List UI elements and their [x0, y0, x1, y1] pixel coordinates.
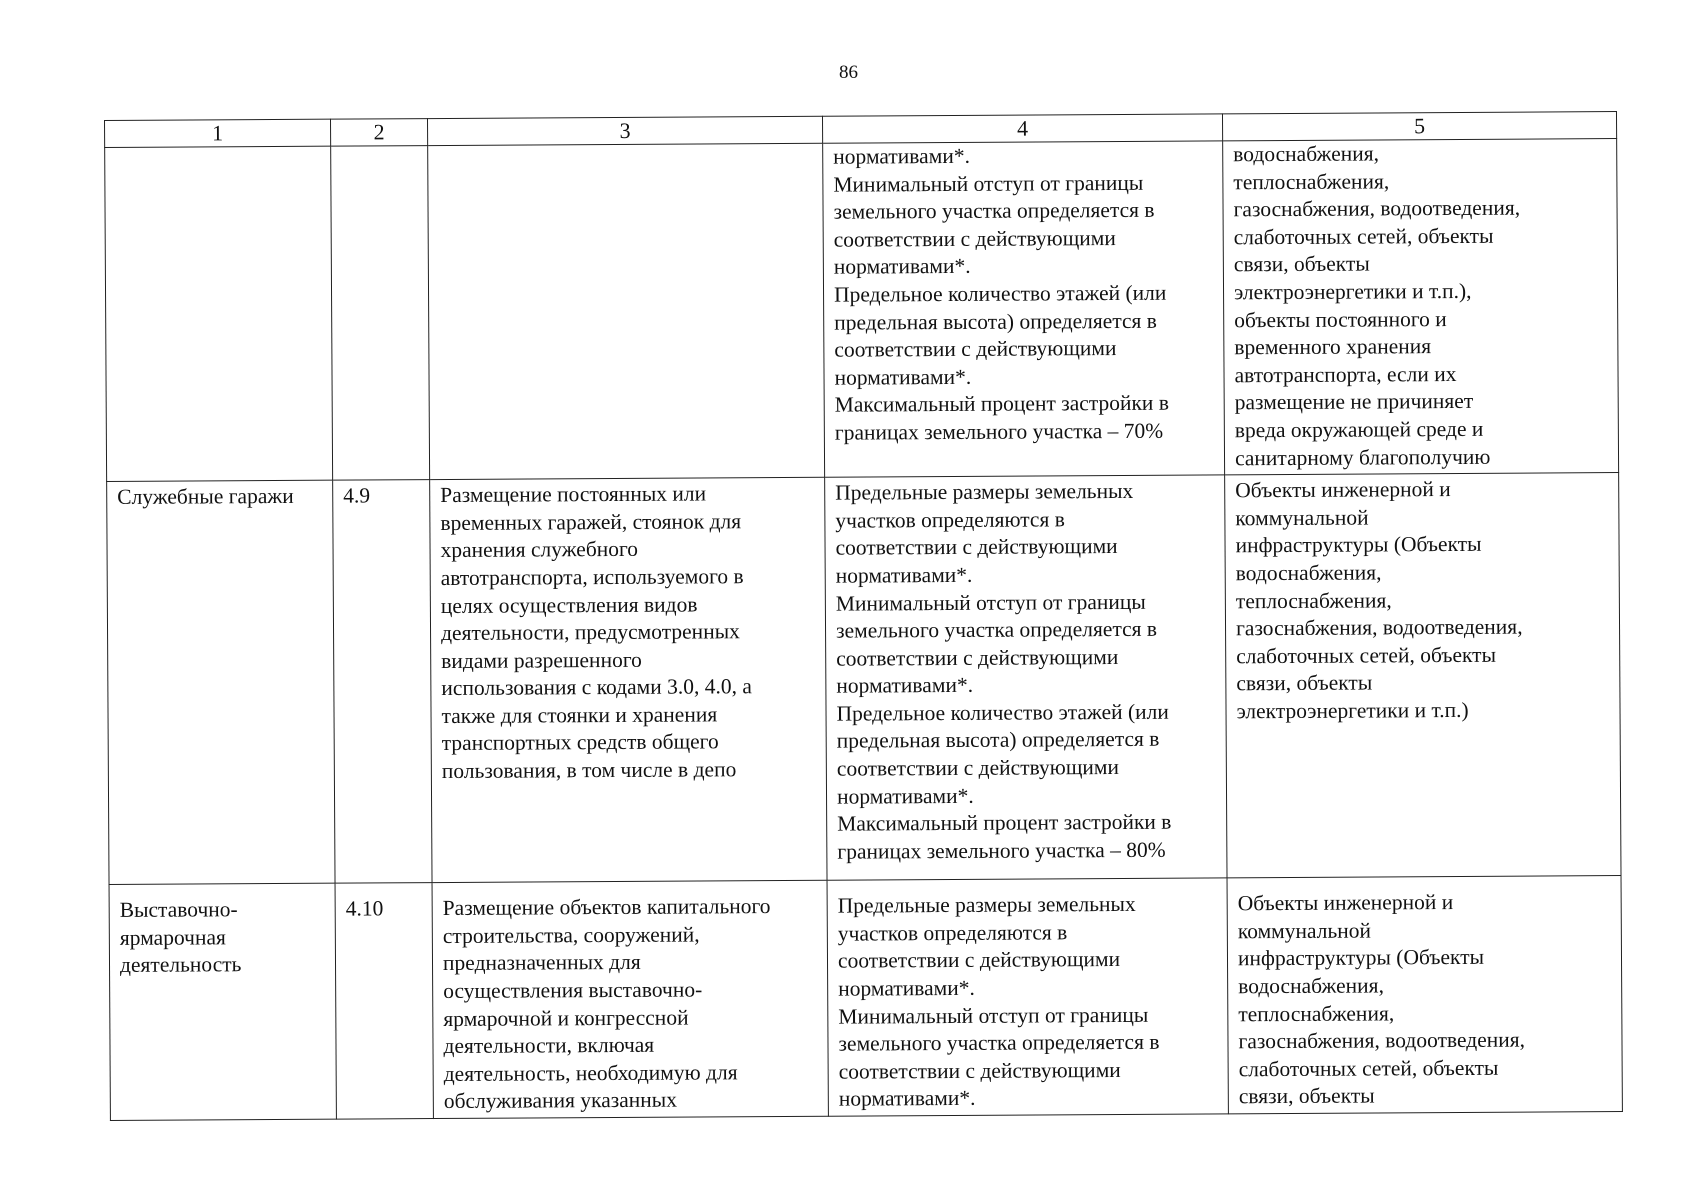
- building-parameters-cell: Предельные размеры земельных участков определяются в соответствии с действующими нормативами*. Минимальный отступ от границы земельного участка определяется в соответствии с действующими нормативами*. Предельное количество этажей (или предельная высота) определяется в соответствии с действующими нормативами*. Максимальный процент застройки в границах земельного участка – 80%: [825, 475, 1227, 880]
- use-code-cell: [331, 146, 430, 481]
- table-row-exhibition-activity: [109, 876, 1622, 1121]
- use-description-cell: Размещение постоянных или временных гаражей, стоянок для хранения служебного автотранспорта, используемого в целях осуществления видов деятельности, предусмотренных видами разрешенного использования с кодами 3.0, 4.0, а также для стоянки и хранения транспортных средств общего пользования, в том числе в депо: [430, 477, 827, 882]
- use-type-name-cell: Служебные гаражи: [107, 480, 335, 884]
- use-description-cell: [428, 143, 825, 479]
- auxiliary-objects-cell: водоснабжения, теплоснабжения, газоснабжения, водоотведения, слаботочных сетей, объекты связи, объекты электроэнергетики и т.п.), объекты постоянного и временного хранения автотранспорта, если их размещение не причиняет вреда окружающей среде и санитарному благополучию: [1223, 139, 1619, 475]
- column-header-2: 2: [330, 119, 427, 147]
- column-header-5: 5: [1222, 112, 1616, 141]
- use-type-name-cell: [105, 146, 333, 481]
- building-parameters-cell: нормативами*. Минимальный отступ от границы земельного участка определяется в соответствии с действующими нормативами*. Предельное количество этажей (или предельная высота) определяется в соответствии с действующими нормативами*. Максимальный процент застройки в границах земельного участка – 70%: [823, 141, 1225, 477]
- column-header-4: 4: [822, 114, 1222, 143]
- building-parameters-cell: Предельные размеры земельных участков определяются в соответствии с действующими нормативами*. Минимальный отступ от границы земельного участка определяется в соответствии с действующими нормативами*.: [827, 878, 1228, 1116]
- use-type-name-cell: Выставочно- ярмарочная деятельность: [109, 883, 336, 1120]
- auxiliary-objects-cell: Объекты инженерной и коммунальной инфраструктуры (Объекты водоснабжения, теплоснабжения, газоснабжения, водоотведения, слаботочных сетей, объекты связи, объекты электроэнергетики и т.п.): [1225, 473, 1621, 878]
- use-code-cell: 4.10: [335, 883, 433, 1119]
- table-row-continued: [105, 139, 1619, 482]
- auxiliary-objects-cell: Объекты инженерной и коммунальной инфраструктуры (Объекты водоснабжения, теплоснабжения, газоснабжения, водоотведения, слаботочных сетей, объекты связи, объекты: [1227, 876, 1622, 1114]
- column-header-1: 1: [105, 119, 331, 147]
- table-row-service-garages: [107, 473, 1621, 885]
- use-code-cell: 4.9: [333, 480, 432, 884]
- column-header-3: 3: [427, 116, 822, 145]
- page-number: 86: [839, 62, 858, 83]
- use-description-cell: Размещение объектов капитального строительства, сооружений, предназначенных для осуществления выставочно- ярмарочной и конгрессной деятельности, включая деятельность, необходимую для обслуживания указанных: [432, 880, 828, 1118]
- zoning-regulations-table: [104, 111, 1623, 1121]
